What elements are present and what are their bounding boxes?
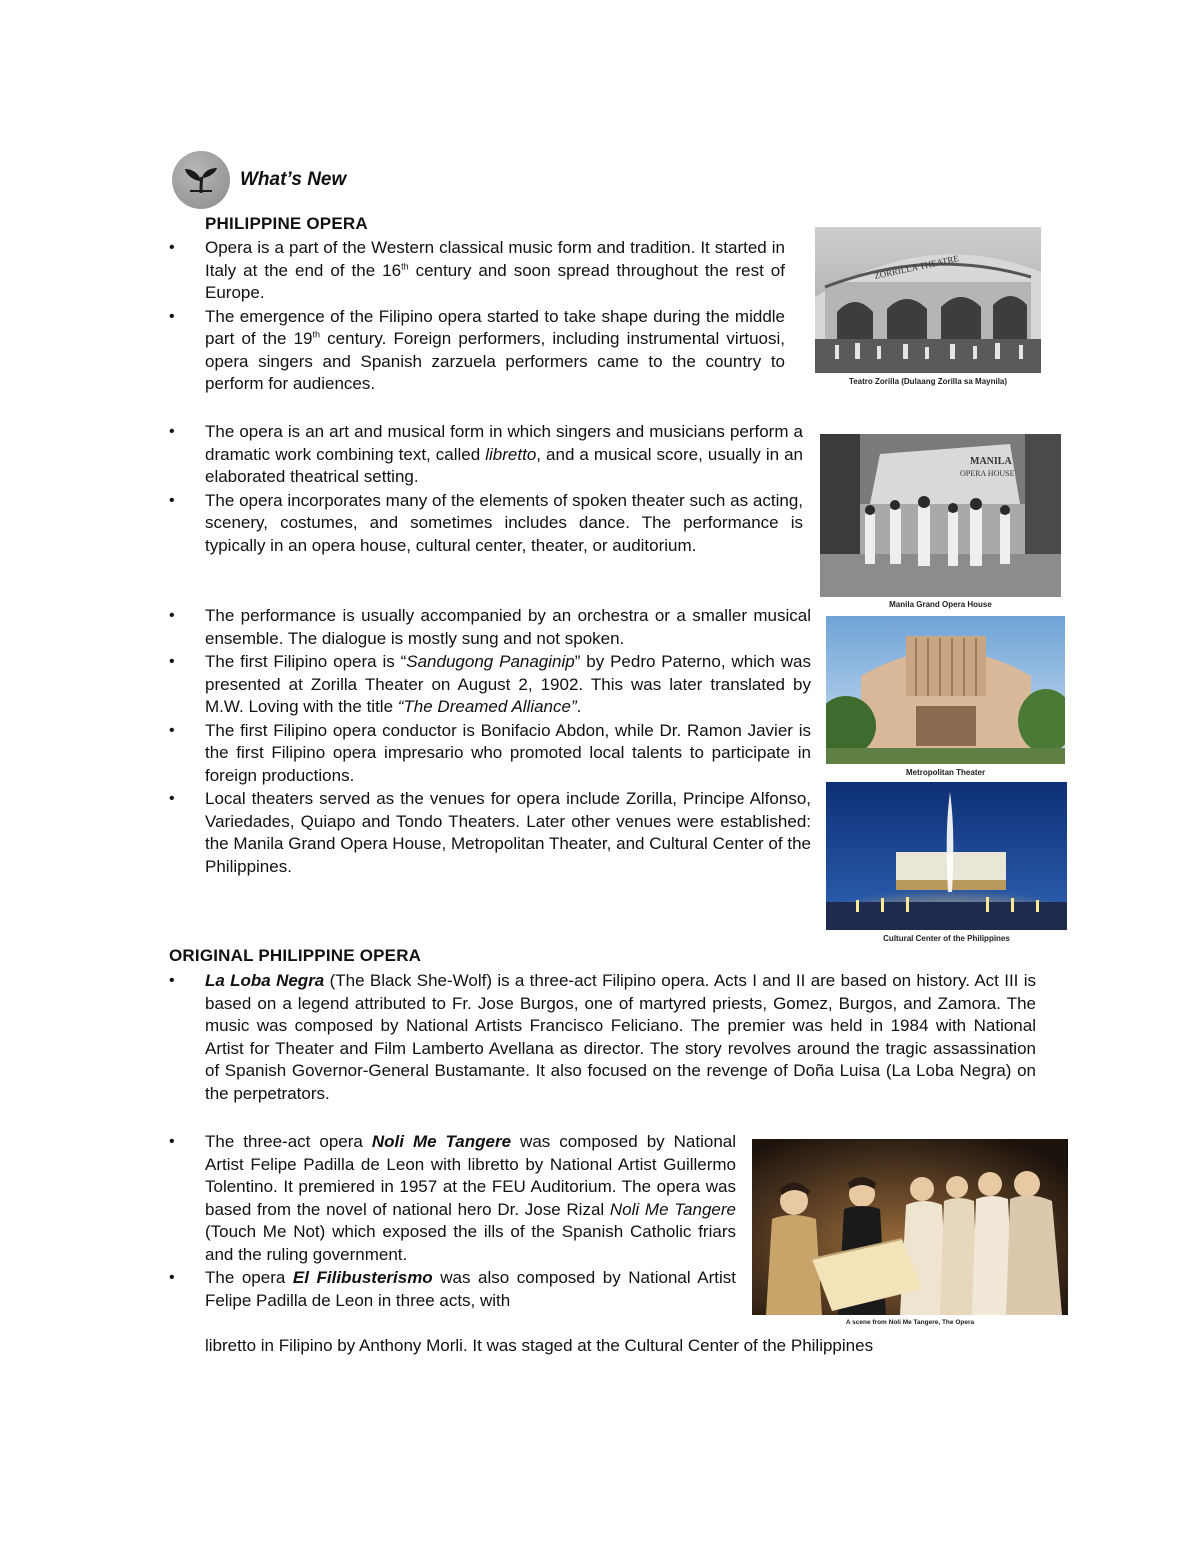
photo-noli-me-tangere-scene bbox=[752, 1139, 1068, 1315]
bullet-list-philippine-opera-3 bbox=[169, 605, 811, 879]
list-item: • The emergence of the Filipino opera started to take shape during the middle part of the 19th century. Foreign performers, including instrumental virtuosi, opera singers and Spanish zarzuela performers came to the country to perform for audiences. bbox=[169, 306, 785, 396]
list-item: • The first Filipino opera conductor is Bonifacio Abdon, while Dr. Ramon Javier is the first Filipino opera impresario who promoted local talents to participate in foreign productions. bbox=[169, 720, 811, 788]
list-item: • The performance is usually accompanied by an orchestra or a smaller musical ensemble. The dialogue is mostly sung and not spoken. bbox=[169, 605, 811, 650]
bullet-list-original-philippine-opera-2 bbox=[169, 1131, 736, 1313]
zorilla-sign-text: ZORRILLA THEATRE bbox=[873, 253, 960, 281]
opera-sign-line-2: OPERA HOUSE bbox=[960, 469, 1015, 478]
section-header-title: What’s New bbox=[240, 169, 347, 190]
caption-teatro-zorilla: Teatro Zorilla (Dulaang Zorilla sa Maynila) bbox=[848, 377, 1008, 386]
list-item: • The first Filipino opera is “Sandugong Panaginip” by Pedro Paterno, which was presented at Zorilla Theater on August 2, 1902. This was later translated by M.W. Loving with the title “The Dreamed Alliance”. bbox=[169, 651, 811, 719]
list-item: • The three-act opera Noli Me Tangere was composed by National Artist Felipe Padilla de Leon with libretto by National Artist Guillermo Tolentino. It premiered in 1957 at the FEU Auditorium. The opera was based from the novel of national hero Dr. Jose Rizal Noli Me Tangere (Touch Me Not) which exposed the ills of the Spanish Catholic friars and the ruling government. bbox=[169, 1131, 736, 1266]
list-item: • The opera El Filibusterismo was also composed by National Artist Felipe Padilla de Leon in three acts, with bbox=[169, 1267, 736, 1312]
section-header bbox=[172, 152, 346, 208]
bullet-list-philippine-opera-2 bbox=[169, 421, 803, 558]
caption-metropolitan-theater: Metropolitan Theater bbox=[905, 768, 986, 777]
section-title-original-philippine-opera: ORIGINAL PHILIPPINE OPERA bbox=[169, 946, 422, 965]
caption-cultural-center-of-the-philippines: Cultural Center of the Philippines bbox=[883, 934, 1010, 943]
photo-metropolitan-theater bbox=[826, 616, 1065, 764]
caption-noli-me-tangere-scene: A scene from Noli Me Tangere, The Opera bbox=[845, 1319, 975, 1326]
bullet-list-philippine-opera bbox=[169, 237, 785, 397]
list-item: • The opera is an art and musical form in which singers and musicians perform a dramatic work combining text, called libretto, and a musical score, usually in an elaborated theatrical setting. bbox=[169, 421, 803, 489]
list-item: • Local theaters served as the venues for opera include Zorilla, Principe Alfonso, Variedades, Quiapo and Tondo Theaters. Later other venues were established: the Manila Grand Opera House, Metropolitan Theater, and Cultural Center of the Philippines. bbox=[169, 788, 811, 878]
list-item: • Opera is a part of the Western classical music form and tradition. It started in Italy at the end of the 16th century and soon spread throughout the rest of Europe. bbox=[169, 237, 785, 305]
seedling-icon bbox=[172, 151, 230, 209]
list-item: • The opera incorporates many of the elements of spoken theater such as acting, scenery, costumes, and sometimes includes dance. The performance is typically in an opera house, cultural center, theater, or auditorium. bbox=[169, 490, 803, 558]
list-item: • La Loba Negra (The Black She-Wolf) is a three-act Filipino opera. Acts I and II are based on history. Act III is based on a legend attributed to Fr. Jose Burgos, one of martyred priests, Gomez, Burgos, and Zamora. The music was composed by National Artists Francisco Feliciano. The premier was held in 1984 with National Artist for Theater and Film Lamberto Avellana as director. The story revolves around the tragic assassination of Spanish Governor-General Bustamante. It also focused on the revenge of Doña Luisa (La Loba Negra) on the perpetrators. bbox=[169, 970, 1036, 1105]
bullet-list-original-philippine-opera bbox=[169, 970, 1036, 1106]
photo-manila-grand-opera-house bbox=[820, 434, 1061, 597]
list-item-continuation: libretto in Filipino by Anthony Morli. It was staged at the Cultural Center of the Philippines bbox=[205, 1336, 874, 1355]
opera-sign-line-1: MANILA bbox=[970, 456, 1012, 467]
caption-manila-grand-opera-house: Manila Grand Opera House bbox=[889, 600, 992, 609]
photo-cultural-center-of-the-philippines bbox=[826, 782, 1067, 930]
photo-teatro-zorilla bbox=[815, 227, 1041, 373]
section-title-philippine-opera: PHILIPPINE OPERA bbox=[205, 214, 368, 233]
